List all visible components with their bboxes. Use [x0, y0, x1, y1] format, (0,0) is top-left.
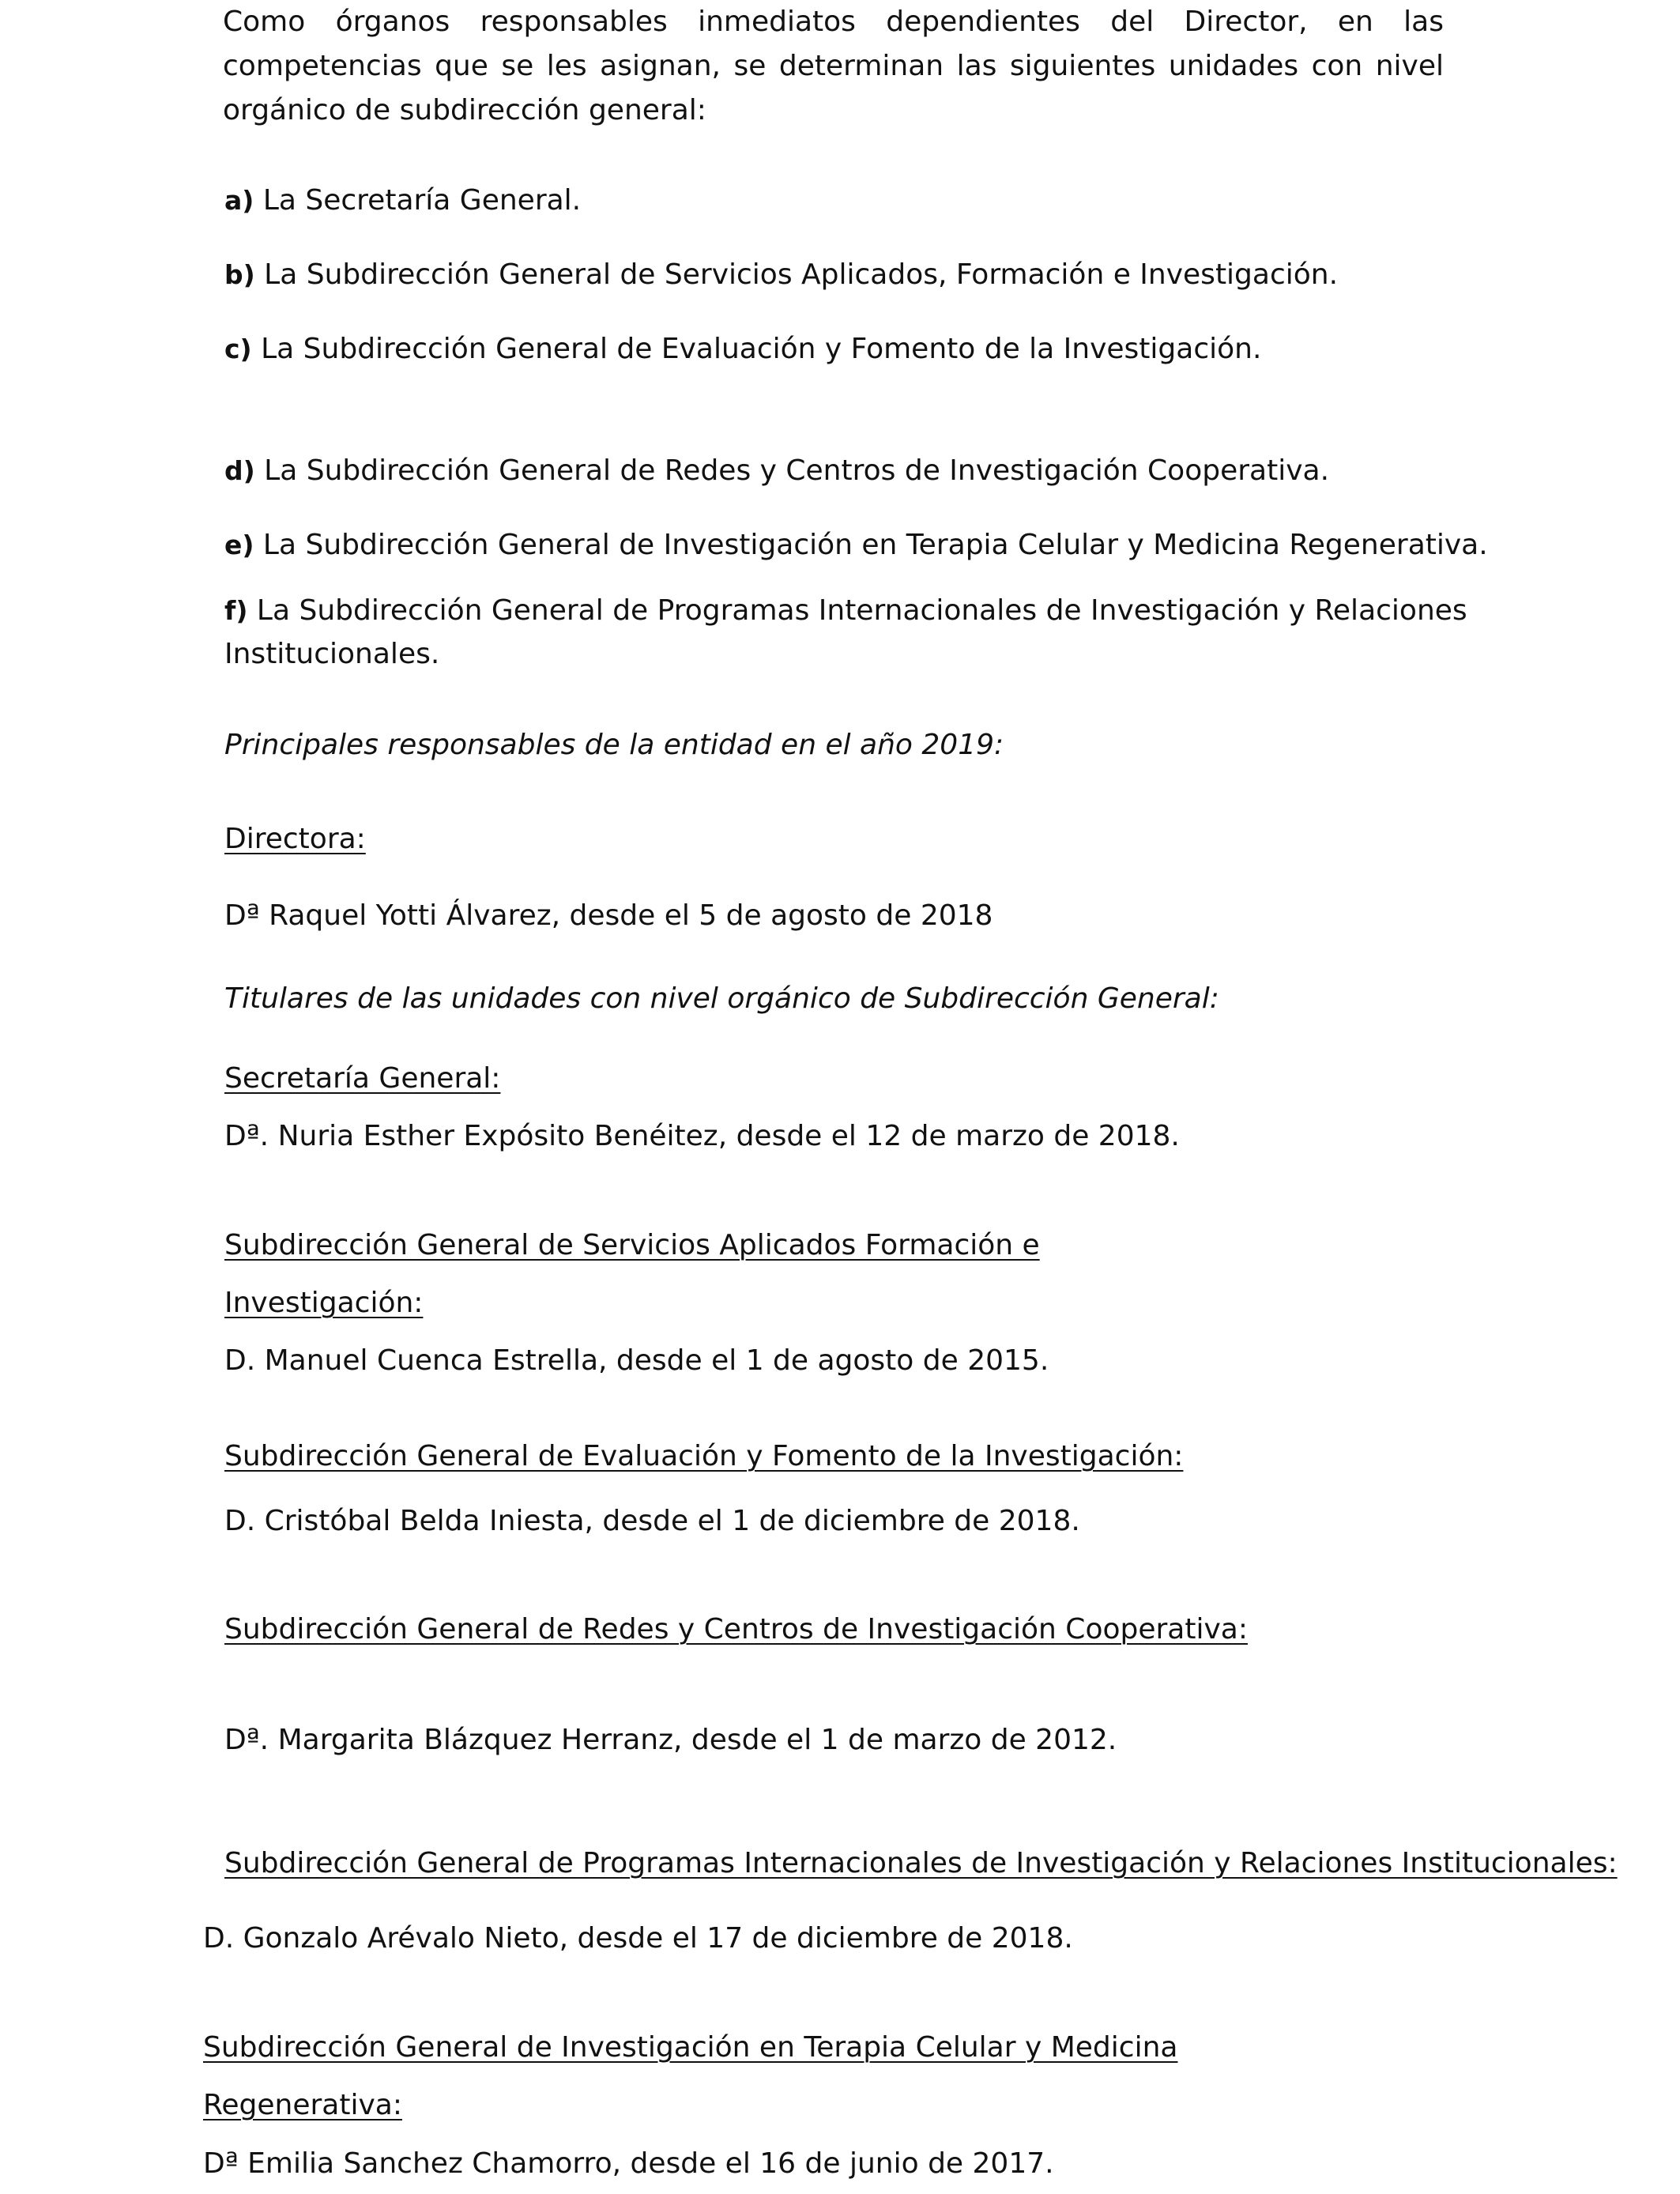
unit-letter: c) [224, 334, 252, 364]
unit-d [224, 449, 1329, 493]
directora-name: Dª Raquel Yotti Álvarez, desde el 5 de agosto de 2018 [224, 899, 993, 932]
titular-name-terapia: Dª Emilia Sanchez Chamorro, desde el 16 de junio de 2017. [203, 2147, 1054, 2180]
titular-label-terapia: Subdirección General de Investigación en Terapia Celular y Medicina [203, 2031, 1178, 2064]
titular-name-redes: Dª. Margarita Blázquez Herranz, desde el 1 de marzo de 2012. [224, 1724, 1117, 1756]
titular-label-servicios: Subdirección General de Servicios Aplicados Formación e [224, 1229, 1040, 1261]
titular-label-evaluacion: Subdirección General de Evaluación y Fomento de la Investigación: [224, 1440, 1184, 1472]
titular-name-servicios: D. Manuel Cuenca Estrella, desde el 1 de agosto de 2015. [224, 1344, 1049, 1377]
titular-label-programas: Subdirección General de Programas Internacionales de Investigación y Relaciones Institucionales: [224, 1847, 1618, 1879]
titular-name-evaluacion: D. Cristóbal Belda Iniesta, desde el 1 de diciembre de 2018. [224, 1505, 1080, 1537]
unit-letter: e) [224, 530, 254, 560]
unit-text: La Subdirección General de Programas Internacionales de Investigación y Relaciones [256, 594, 1467, 627]
unit-letter: b) [224, 259, 255, 290]
titular-name-programas: D. Gonzalo Arévalo Nieto, desde el 17 de diciembre de 2018. [203, 1922, 1073, 1955]
unit-letter: f) [224, 595, 248, 626]
intro-paragraph: Como órganos responsables inmediatos dependientes del Director, en las competencias que se les asignan, se determinan las siguientes unidades con nivel orgánico de subdirección general: [223, 6, 1444, 126]
unit-text: La Subdirección General de Redes y Centros de Investigación Cooperativa. [264, 454, 1330, 487]
responsables-heading: Principales responsables de la entidad en el año 2019: [224, 729, 1004, 761]
unit-b [224, 253, 1338, 297]
unit-c [224, 327, 1261, 371]
unit-text: La Secretaría General. [262, 184, 582, 217]
directora-label: Directora: [224, 823, 366, 855]
unit-text: La Subdirección General de Servicios Aplicados, Formación e Investigación. [264, 258, 1339, 291]
unit-text: La Subdirección General de Investigación en Terapia Celular y Medicina Regenerativa. [262, 529, 1488, 561]
titular-label-secretaria: Secretaría General: [224, 1062, 501, 1095]
unit-letter: a) [224, 185, 254, 216]
unit-e [224, 523, 1488, 567]
titular-label-servicios-continuation: Investigación: [224, 1287, 424, 1319]
unit-a [224, 179, 581, 223]
unit-f [224, 589, 1467, 633]
unit-f-continuation: Institucionales. [224, 638, 440, 670]
titular-name-secretaria: Dª. Nuria Esther Expósito Benéitez, desde el 12 de marzo de 2018. [224, 1120, 1180, 1152]
titulares-heading: Titulares de las unidades con nivel orgánico de Subdirección General: [224, 982, 1219, 1015]
titular-label-redes: Subdirección General de Redes y Centros de Investigación Cooperativa: [224, 1613, 1248, 1646]
unit-letter: d) [224, 455, 255, 486]
unit-text: La Subdirección General de Evaluación y Fomento de la Investigación. [261, 333, 1262, 365]
titular-label-terapia-continuation: Regenerativa: [203, 2089, 402, 2121]
